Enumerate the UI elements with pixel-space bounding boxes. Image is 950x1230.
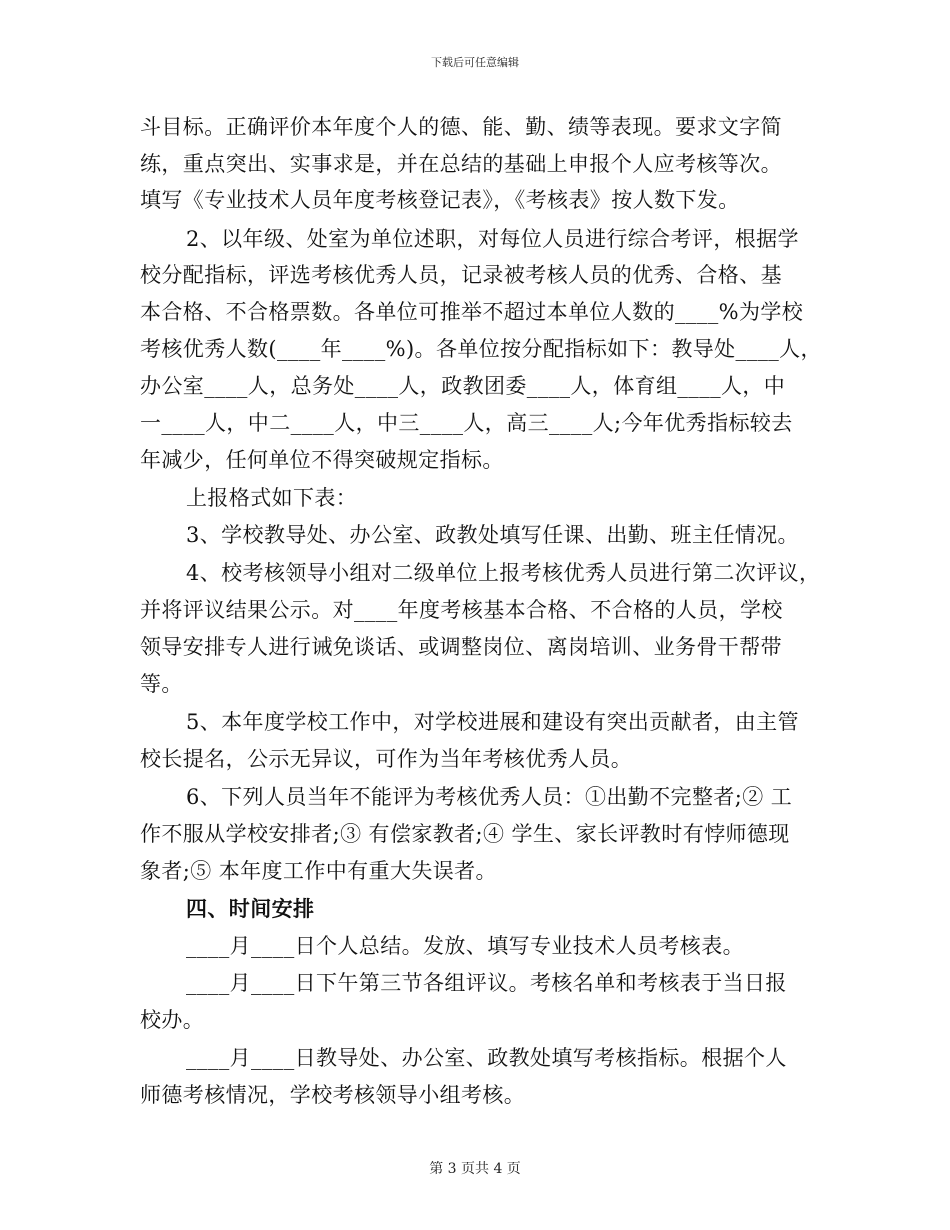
paragraph-line: 办公室____人，总务处____人，政教团委____人，体育组____人，中 [140, 374, 786, 398]
paragraph-line: 练，重点突出、实事求是，并在总结的基础上申报个人应考核等次。 [140, 152, 782, 176]
paragraph-line: 校办。 [140, 1008, 205, 1032]
paragraph-line: 5、本年度学校工作中，对学校进展和建设有突出贡献者，由主管 [186, 710, 799, 734]
paragraph-line: 年减少，任何单位不得突破规定指标。 [140, 448, 504, 472]
paragraph-line: 3、学校教导处、办公室、政教处填写任课、出勤、班主任情况。 [186, 523, 799, 547]
paragraph-line: 作不服从学校安排者;③ 有偿家教者;④ 学生、家长评教时有悖师德现 [140, 822, 790, 846]
paragraph-line: 师德考核情况，学校考核领导小组考核。 [140, 1083, 526, 1107]
section-heading: 四、时间安排 [186, 896, 315, 921]
paragraph-line: 2、以年级、处室为单位述职，对每位人员进行综合考评，根据学 [186, 227, 799, 251]
paragraph-line: ____月____日下午第三节各组评议。考核名单和考核表于当日报 [186, 971, 787, 995]
paragraph-line: 填写《专业技术人员年度考核登记表》，《考核表》按人数下发。 [140, 188, 740, 212]
paragraph-line: 本合格、不合格票数。各单位可推举不超过本单位人数的____%为学校 [140, 300, 804, 324]
paragraph-line: 6、下列人员当年不能评为考核优秀人员：①出勤不完整者;② 工 [186, 785, 793, 809]
page-footer: 第 3 页共 4 页 [429, 1161, 521, 1177]
paragraph-line: 校分配指标，评选考核优秀人员，记录被考核人员的优秀、合格、基 [140, 263, 782, 287]
paragraph-line: ____月____日教导处、办公室、政教处填写考核指标。根据个人 [186, 1046, 787, 1070]
paragraph-line: 象者;⑤ 本年度工作中有重大失误者。 [140, 859, 497, 883]
paragraph-line: 等。 [140, 672, 183, 696]
paragraph-line: 校长提名，公示无异议，可作为当年考核优秀人员。 [140, 747, 633, 771]
paragraph-line: ____月____日个人总结。发放、填写专业技术人员考核表。 [186, 934, 744, 958]
paragraph-line: 一____人，中二____人，中三____人，高三____人;今年优秀指标较去 [140, 411, 793, 435]
paragraph-line: 考核优秀人数(____年____%)。各单位按分配指标如下：教导处____人， [140, 337, 822, 361]
paragraph-line: 领导安排专人进行诫免谈话、或调整岗位、离岗培训、业务骨干帮带 [140, 635, 782, 659]
paragraph-line: 并将评议结果公示。对____年度考核基本合格、不合格的人员，学校 [140, 598, 783, 622]
paragraph-line: 斗目标。正确评价本年度个人的德、能、勤、绩等表现。要求文字简 [140, 115, 782, 139]
paragraph-line: 上报格式如下表： [186, 486, 358, 510]
page-header: 下载后可任意编辑 [431, 56, 519, 69]
paragraph-line: 4、校考核领导小组对二级单位上报考核优秀人员进行第二次评议， [186, 561, 821, 585]
